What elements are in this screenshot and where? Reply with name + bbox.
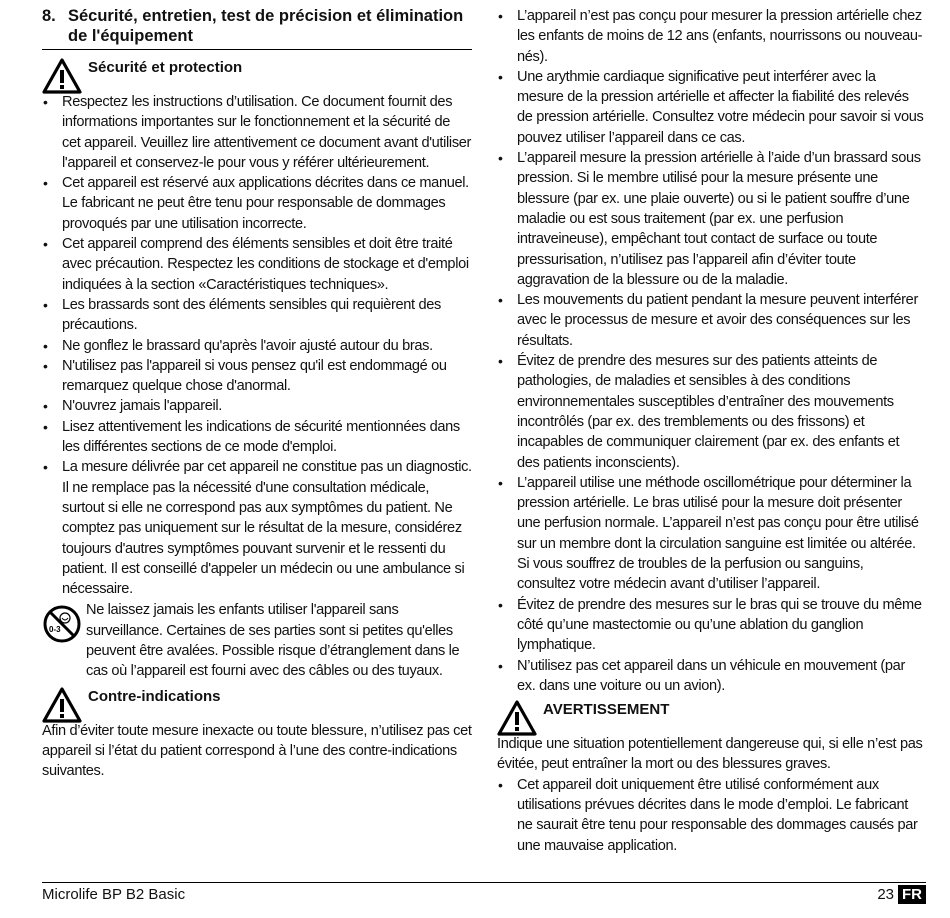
list-item: • Cet appareil doit uniquement être utilisé conformément aux utilisations prévues décrites dans le mode d’emploi. Le fabricant ne saurait être tenu pour responsable des dommages causés par une mauvaise application. <box>497 775 925 856</box>
right-column <box>497 6 925 856</box>
list-item: • L’appareil mesure la pression artérielle à l’aide d’un brassard sous pression. Si le membre utilisé pour la mesure présente une blessure (par ex. une plaie ouverte) ou si le patient souffre d’une maladie ou est sous traitement (par ex. une perfusion intraveineuse), empêchant tout contact de surface ou toute pressurisation, n’utilisez pas l’appareil afin d’éviter toute aggravation de la blessure ou de la maladie. <box>497 148 925 290</box>
list-item: • L’appareil n’est pas conçu pour mesurer la pression artérielle chez les enfants de moins de 12 ans (enfants, nourrissons ou nouveau-nés). <box>497 6 925 67</box>
child-warning-block <box>42 600 472 681</box>
no-children-icon <box>42 604 86 648</box>
page-number: 23 <box>877 886 894 903</box>
contraindications-heading-block <box>42 687 472 725</box>
safety-heading: Sécurité et protection <box>88 59 243 76</box>
warning-text: Indique une situation potentiellement dangereuse qui, si elle n’est pas évitée, peut entraîner la mort ou des blessures graves. <box>497 736 923 773</box>
language-badge: FR <box>898 885 926 904</box>
contraindications-heading: Contre-indications <box>88 687 221 705</box>
list-item: • Lisez attentivement les indications de sécurité mentionnées dans les différentes sections de ce mode d'emploi. <box>42 417 472 458</box>
list-item: • Évitez de prendre des mesures sur des patients atteints de pathologies, de maladies et sensibles à des conditions environnementales susceptibles d’entraîner des mouvements incontrôlés (par ex. des tremblements ou des frissons) et incapables de communiquer clairement (par ex. des enfants et des patients inconscients). <box>497 351 925 473</box>
product-name: Microlife BP B2 Basic <box>42 886 186 903</box>
list-item: • Les mouvements du patient pendant la mesure peuvent interférer avec le processus de mesure et avoir des conséquences sur les résultats. <box>497 290 925 351</box>
list-item: • L’appareil utilise une méthode oscillométrique pour déterminer la pression artérielle. Le bras utilisé pour la mesure doit présenter une perfusion normale. L’appareil n’est pas conçu pour être utilisé sur un membre dont la circulation sanguine est limitée ou altérée. Si vous souffrez de troubles de la perfusion ou sanguins, consultez votre médecin avant d’utiliser l’appareil. <box>497 473 925 595</box>
list-item: • N’utilisez pas cet appareil dans un véhicule en mouvement (par ex. dans une voiture ou un avion). <box>497 656 925 697</box>
warning-triangle-icon <box>497 700 539 738</box>
list-item: • La mesure délivrée par cet appareil ne constitue pas un diagnostic. Il ne remplace pas la nécessité d'une consultation médicale, surtout si elle ne correspond pas aux symptômes du patient. Ne comptez pas uniquement sur le résultat de la mesure, considérez toujours d'autres symptômes pouvant survenir et le ressenti du patient. Il est conseillé d'appeler un médecin ou une ambulance si nécessaire. <box>42 457 472 599</box>
page-footer <box>42 882 926 909</box>
section-heading <box>42 6 472 50</box>
list-item: • Respectez les instructions d’utilisation. Ce document fournit des informations importantes sur le fonctionnement et la sécurité de cet appareil. Veuillez lire attentivement ce document avant d'utiliser l'appareil et conservez-le pour vous y référer ultérieurement. <box>42 92 472 173</box>
warning-heading-block <box>497 700 925 738</box>
list-item: • Évitez de prendre des mesures sur le bras qui se trouve du même côté qu’une mastectomie ou qu’une ablation du ganglion lymphatique. <box>497 595 925 656</box>
list-item: • Les brassards sont des éléments sensibles qui requièrent des précautions. <box>42 295 472 336</box>
list-item: • Ne gonflez le brassard qu'après l'avoir ajusté autour du bras. <box>42 336 472 356</box>
section-number: 8. <box>42 7 56 25</box>
footer-page-info <box>877 885 926 904</box>
list-item: • Cet appareil est réservé aux applications décrites dans ce manuel. Le fabricant ne peut être tenu pour responsable de dommages provoqués par une utilisation incorrecte. <box>42 173 472 234</box>
contraindications-intro: Afin d’éviter toute mesure inexacte ou toute blessure, n’utilisez pas cet appareil si l’état du patient correspond à l’une des contre-indications suivantes. <box>42 722 472 780</box>
safety-list <box>42 92 472 599</box>
warning-list <box>497 775 925 856</box>
warning-triangle-icon <box>42 687 84 725</box>
section-title: Sécurité, entretien, test de précision et élimination de l'équipement <box>68 7 464 45</box>
warning-heading: AVERTISSEMENT <box>543 701 670 719</box>
list-item: • Cet appareil comprend des éléments sensibles et doit être traité avec précaution. Respectez les conditions de stockage et d'emploi indiquées à la section «Caractéristiques techniques». <box>42 234 472 295</box>
left-column <box>42 6 472 782</box>
list-item: • N'ouvrez jamais l'appareil. <box>42 396 472 416</box>
warning-triangle-icon <box>42 58 84 96</box>
list-item: • Une arythmie cardiaque significative peut interférer avec la mesure de la pression artérielle et affecter la fiabilité des relevés de pression artérielle. Consultez votre médecin pour savoir si vous pouvez utiliser l’appareil dans ce cas. <box>497 67 925 148</box>
age-label: 0-3 <box>49 625 61 635</box>
child-warning-text: Ne laissez jamais les enfants utiliser l'appareil sans surveillance. Certaines de ses parties sont si petites qu'elles peuvent être avalées. Possible risque d’étranglement dans le cas où l’appareil est fourni avec des câbles ou des tuyaux. <box>86 602 460 680</box>
safety-heading-block <box>42 58 472 96</box>
list-item: • N'utilisez pas l'appareil si vous pensez qu'il est endommagé ou remarquez quelque chose d'anormal. <box>42 356 472 397</box>
contraindications-list <box>497 6 925 696</box>
